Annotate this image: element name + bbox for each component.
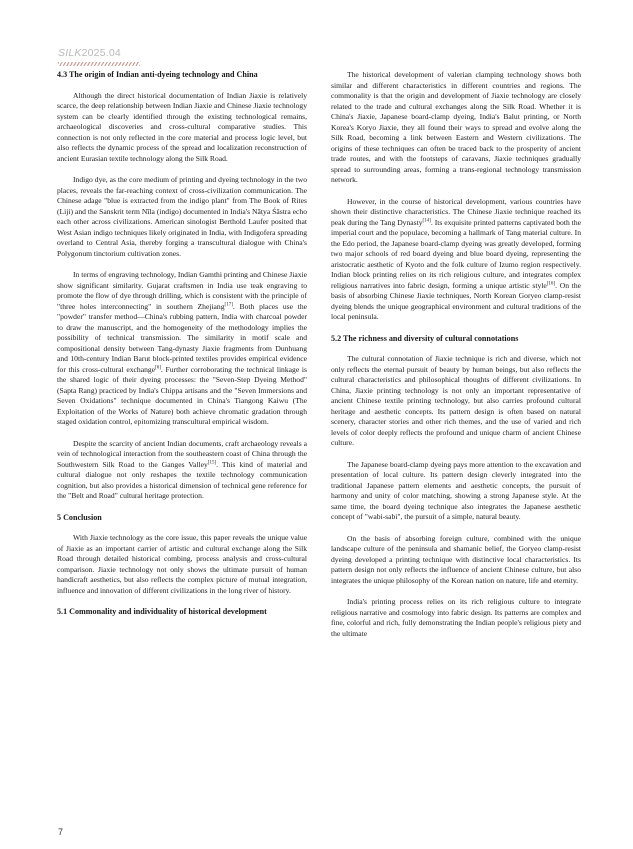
citation-16: [16] <box>546 280 556 286</box>
paragraph <box>57 439 307 502</box>
header-hatch-decoration <box>58 62 140 66</box>
paragraph: With Jiaxie technology as the core issue, this paper reveals the unique value of Jiaxie as an important carrier of artistic and cultural exchange along the Silk Road through detailed historical combing, process analysis and cross-cultural comparison. Jiaxie technology not only shows the ultimate pursuit of human handicraft aesthetics, but also reflects the complex picture of mutual integration, influence and innovation of different civilizations in the long river of history. <box>57 533 307 595</box>
section-heading-5-1: 5.1 Commonality and individuality of historical development <box>57 607 267 616</box>
paragraph: Although the direct historical documentation of Indian Jiaxie is relatively scarce, the deep relationship between Indian Jiaxie and Chinese Jiaxie technology system can be clearly identified through the existing technological remains, archaeological discoveries and cross-cultural comparative studies. This connection is not only reflected in the core material and process logic level, but also reflects the dynamic process of the spread and localization reconstruction of ancient Eurasian textile technology along the Silk Road. <box>57 90 307 163</box>
citation-14: [14] <box>422 217 431 223</box>
paragraph-text: However, in the course of historical development, various countries have shown their distinctive characteristics. The Chinese Jiaxie technique reached its peak during the Tang Dynasty <box>331 196 581 227</box>
paragraph-text: . Further corroborating the technical linkage is the shared logic of their dyeing processes: the "Seven-Step Dyeing Method" (Sapta Rang) practiced by India's Chippa artisans and the "Seven Immersions and Seven Oxidations" technique documented in China's Tiangong Kaiwu (The Exploitation of the Works of Nature) both achieve chromatic gradation through staged oxidation control, epitomizing transcultural empirical wisdom. <box>57 364 307 426</box>
paragraph-text: In terms of engraving technology, Indian Gamthi printing and Chinese Jiaxie show significant similarity. Gujarat craftsmen in India use teak engraving to promote the flow of dye through drilling, which is consistent with the principle of "three holes interconnecting" in southern Zhejiang <box>57 270 307 311</box>
paragraph <box>57 270 307 428</box>
paragraph: Indigo dye, as the core medium of printing and dyeing technology in the two places, reveals the far-reaching context of cross-civilization communication. The Chinese adage "blue is extracted from the indigo plant" from The Book of Rites (Liji) and the Sanskrit term Nīla (indigo) documented in India's Nāṭya Śāstra echo each other across civilizations. American sinologist Berthold Laufer posited that West Asian indigo techniques likely originated in India, with Indigofera spreading overland to Central Asia, thereby forging a transcultural dialogue with China's Polygonum tinctorium cultivation zones. <box>57 175 307 258</box>
paragraph-text: . Both places use the "powder" transfer method—China's rubbing pattern, India with charcoal powder to draw the manuscript, and the homogeneity of the methodology implies the possibility of technical transmission. The similarity in motif scale and compositional density between Tang-dynasty Jiaxie fragments from Dunhuang and 10th-century Indian Barut block-printed textiles provides empirical evidence for this cross-cultural exchange <box>57 301 307 374</box>
journal-issue: 2025.04 <box>81 47 121 59</box>
right-column <box>331 70 581 650</box>
paragraph: On the basis of absorbing foreign culture, combined with the unique landscape culture of the peninsula and shamanic belief, the Goryeo clamp-resist dyeing developed a printing technique with distinctive local characteristics. Its pattern design not only reflects the influence of ancient Chinese culture, but also integrates the unique philosophy of the Korean nation on nature, life and eternity. <box>331 533 581 585</box>
journal-title: SILK <box>58 47 82 59</box>
citation-6: [6] <box>155 364 161 370</box>
paragraph: The Japanese board-clamp dyeing pays more attention to the excavation and presentation of local culture. Its pattern design cleverly integrated into the traditional Japanese pattern elements and aesthetic concepts, the pursuit of harmony and unity of color matching, showing a strong Japanese style. At the same time, the board dyeing technique also integrates the Japanese aesthetic concept of "wabi-sabi", the pursuit of a simple, natural beauty. <box>331 459 581 521</box>
journal-header <box>58 48 140 66</box>
section-heading-5-2: 5.2 The richness and diversity of cultural connotations <box>331 333 519 343</box>
paragraph <box>331 197 581 323</box>
paragraph: India's printing process relies on its rich religious culture to integrate religious narrative and cosmology into fabric design. Its patterns are complex and fine, colorful and rich, fully demonstrating the Indian people's religious piety and the ultimate <box>331 597 581 638</box>
citation-15: [15] <box>207 459 217 465</box>
paragraph-text: . Its exquisite printed patterns captivated both the imperial court and the populace, becoming a hallmark of Tang material culture. In the Edo period, the Japanese board-clamp dyeing was greatly developed, forming two major schools of red board dyeing and blue board dyeing, representing the aristocratic aesthetic of Kyoto and the folk culture of Izumo region respectively. Indian block printing relies on its rich religious culture, and integrates complex religious narratives into fabric design, forming a unique artistic style <box>331 217 581 290</box>
left-column <box>57 70 307 628</box>
section-heading-5: 5 Conclusion <box>57 512 102 522</box>
paragraph: The cultural connotation of Jiaxie technique is rich and diverse, which not only reflects the eternal pursuit of beauty by human beings, but also reflects the cultural characteristics and philosophical thoughts of different civilizations. In China, Jiaxie printing technology is not only an important representative of ancient Chinese textile printing technology, but also carries profound cultural heritage and aesthetic concepts. Its pattern design is often based on natural scenery, character stories and other rich themes, and the use of varied and rich levels of color deeply reflects the profound and unique charm of ancient Chinese culture. <box>331 354 581 447</box>
page-number: 7 <box>58 827 64 837</box>
paragraph-text: . This kind of material and cultural dialogue not only reshapes the textile technology communication cognition, but also provides a historical dimension of technical gene reference for the "Belt and Road" cultural heritage protection. <box>57 459 308 500</box>
paragraph: The historical development of valerian clamping technology shows both similar and different characteristics in different countries and regions. The commonality is that the origin and development of Jiaxie technology are closely related to the trade and cultural exchanges along the Silk Road. Whether it is China's Jiaxie, Japanese board-clamp dyeing, India's Balut printing, or North Korea's Koryo Jiaxie, they all found their ways to spread and evolve along the Silk Road, becoming a link between Eastern and Western civilizations. The origins of these techniques can often be traced back to the prosperity of ancient trade routes, and with the footsteps of caravans, Jiaxie techniques gradually spread to surrounding areas, forming a trans-regional technology transmission network. <box>331 70 581 184</box>
section-heading-4-3: 4.3 The origin of Indian anti-dyeing technology and China <box>57 70 258 79</box>
paragraph-text: Despite the scarcity of ancient Indian documents, craft archaeology reveals a vein of technological interaction from the southeastern coast of China through the Southwestern Silk Road to the Ganges Valley <box>57 438 307 469</box>
journal-brand <box>58 48 140 59</box>
citation-17: [17] <box>224 301 233 307</box>
paragraph-text: . On the basis of absorbing Chinese Jiaxie techniques, North Korean Goryeo clamp-resist dyeing blends the unique geographical environment and cultural traditions of the local peninsula. <box>331 280 581 321</box>
